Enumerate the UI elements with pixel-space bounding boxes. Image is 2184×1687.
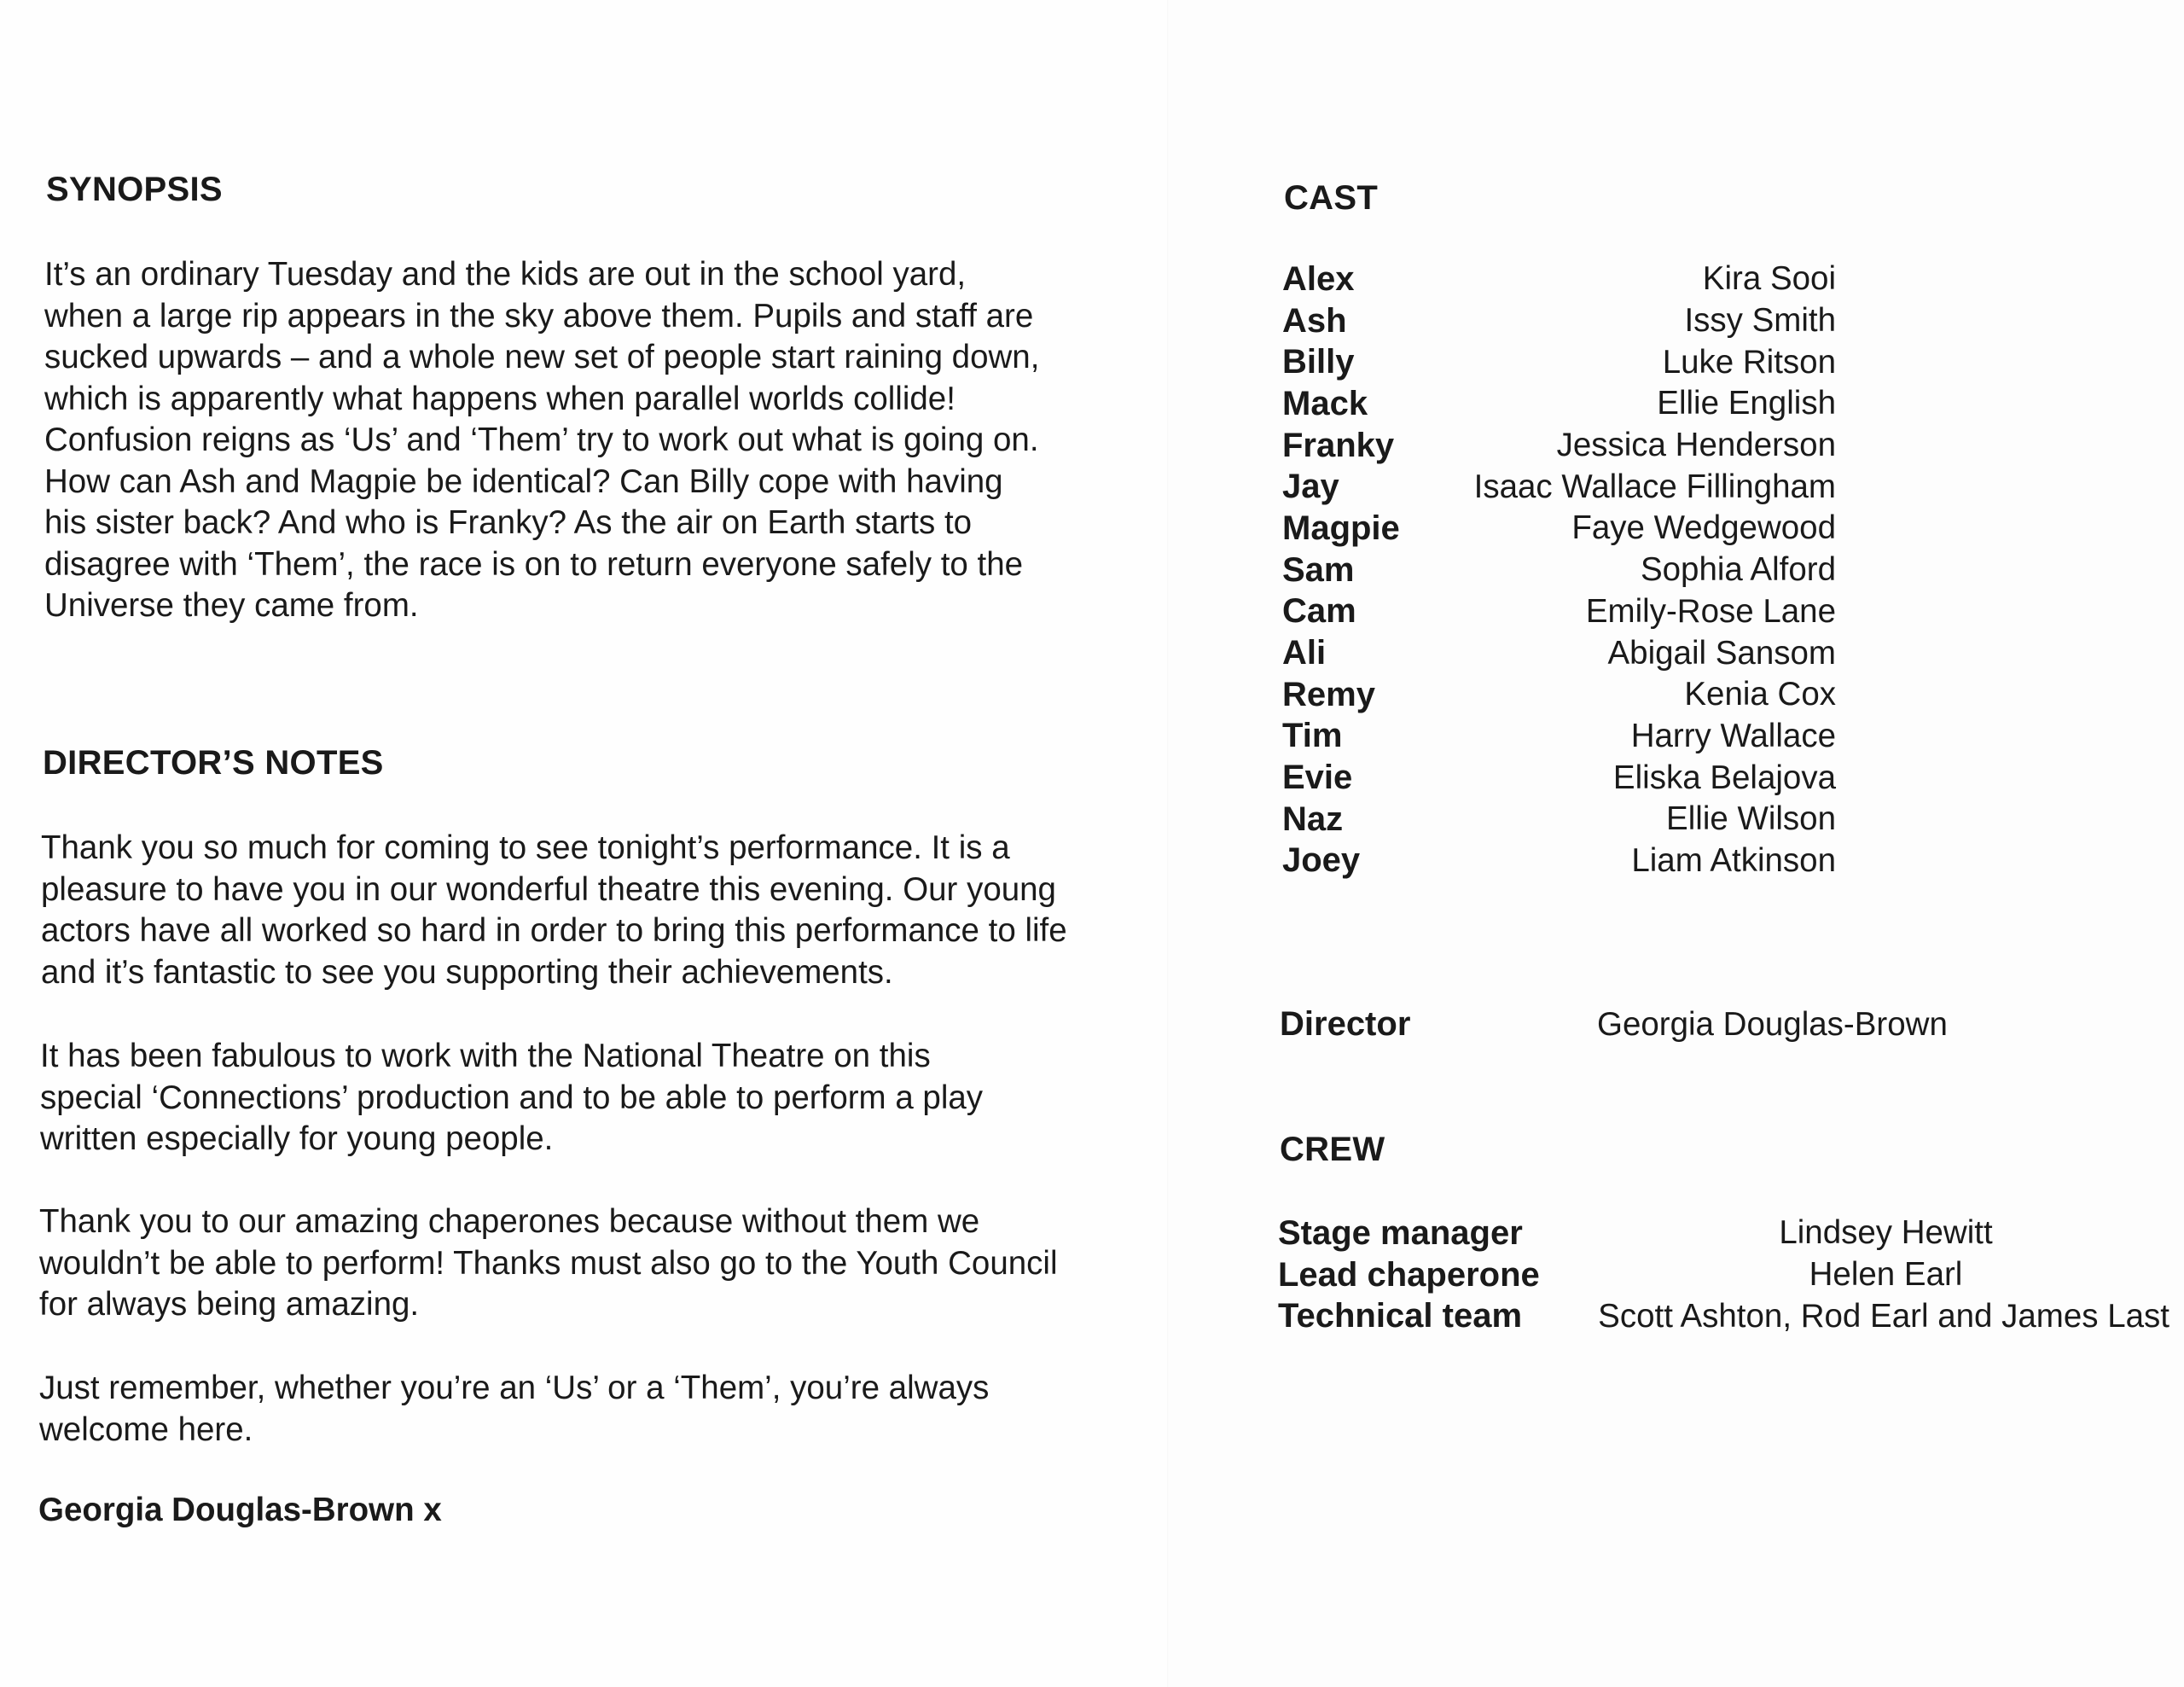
cast-actor: Kenia Cox <box>1684 676 1836 713</box>
cast-actor: Issy Smith <box>1684 302 1836 340</box>
crew-role: Technical team <box>1278 1297 1523 1335</box>
directors-notes-heading: DIRECTOR’S NOTES <box>43 744 384 782</box>
cast-row <box>1282 799 1837 841</box>
crew-name: Helen Earl <box>1809 1256 1963 1294</box>
cast-role: Mack <box>1282 384 1368 422</box>
cast-actor: Ellie Wilson <box>1666 800 1836 838</box>
cast-heading: CAST <box>1284 179 1379 217</box>
cast-role: Cam <box>1282 592 1356 631</box>
cast-row <box>1282 466 1837 508</box>
cast-actor: Sophia Alford <box>1640 551 1836 589</box>
cast-actor: Luke Ritson <box>1662 343 1836 381</box>
cast-row <box>1282 716 1837 758</box>
cast-role: Remy <box>1282 675 1375 713</box>
crew-heading: CREW <box>1280 1131 1385 1168</box>
directors-notes-paragraph-4: Just remember, whether you’re an ‘Us’ or a ‘Them’, you’re always welcome here. <box>39 1370 990 1448</box>
cast-actor: Harry Wallace <box>1630 717 1836 754</box>
cast-row <box>1282 674 1837 716</box>
cast-actor: Isaac Wallace Fillingham <box>1473 468 1836 505</box>
cast-role: Naz <box>1282 800 1344 838</box>
director-name: Georgia Douglas-Brown <box>1597 1005 1948 1043</box>
cast-role: Alex <box>1282 259 1355 298</box>
cast-row <box>1282 341 1837 383</box>
crew-list <box>1278 1213 2169 1337</box>
crew-row <box>1278 1213 2169 1254</box>
cast-role: Joey <box>1282 841 1361 880</box>
cast-row <box>1282 841 1837 882</box>
cast-role: Sam <box>1282 550 1355 589</box>
cast-actor: Liam Atkinson <box>1631 841 1836 879</box>
directors-signoff: Georgia Douglas-Brown x <box>38 1492 442 1528</box>
cast-row <box>1282 757 1837 799</box>
cast-row <box>1282 508 1837 550</box>
directors-notes-paragraph-1: Thank you so much for coming to see tonight’s performance. It is a pleasure to have you in our wonderful theatre this evening. Our young actors have all worked so hard in order to bring this performance to life and it’s fantastic to see you supporting their achievements. <box>41 829 1067 991</box>
cast-role: Tim <box>1282 717 1343 755</box>
cast-role: Jay <box>1282 468 1339 506</box>
synopsis-body: It’s an ordinary Tuesday and the kids are out in the school yard, when a large rip appears in the sky above them. Pupils and staff are sucked upwards – and a whole new set of people start raining down, which is apparently what happens when parallel worlds collide! Confusion reigns as ‘Us’ and ‘Them’ try to work out what is going on. How can Ash and Magpie be identical? Can Billy cope with having his sister back? And who is Franky? As the air on Earth starts to disagree with ‘Them’, the race is on to return everyone safely to the Universe they came from. <box>44 256 1040 624</box>
cast-row <box>1282 632 1837 674</box>
crew-name: Scott Ashton, Rod Earl and James Last <box>1598 1297 2169 1335</box>
cast-row <box>1282 259 1837 300</box>
crew-role: Lead chaperone <box>1278 1255 1540 1294</box>
cast-row <box>1282 383 1837 425</box>
cast-actor: Kira Sooi <box>1702 260 1836 298</box>
cast-role: Franky <box>1282 426 1395 464</box>
crew-name: Lindsey Hewitt <box>1779 1214 1993 1252</box>
cast-actor: Emily-Rose Lane <box>1585 592 1836 630</box>
cast-row <box>1282 425 1837 467</box>
crew-row <box>1278 1295 2169 1337</box>
cast-actor: Faye Wedgewood <box>1571 509 1836 547</box>
synopsis-heading: SYNOPSIS <box>46 171 223 208</box>
cast-role: Evie <box>1282 759 1353 797</box>
cast-row <box>1282 300 1837 342</box>
director-role: Director <box>1280 1005 1411 1043</box>
director-credit <box>1280 1005 1948 1044</box>
cast-list <box>1282 259 1837 881</box>
directors-notes-paragraph-2: It has been fabulous to work with the National Theatre on this special ‘Connections’ production and to be able to perform a play written especially for young people. <box>40 1038 984 1157</box>
cast-role: Ali <box>1282 634 1327 672</box>
cast-role: Billy <box>1282 343 1355 381</box>
cast-actor: Jessica Henderson <box>1556 427 1836 464</box>
cast-actor: Eliska Belajova <box>1612 759 1836 796</box>
cast-actor: Ellie English <box>1657 385 1836 422</box>
cast-actor: Abigail Sansom <box>1607 634 1836 672</box>
cast-role: Magpie <box>1282 509 1400 547</box>
crew-row <box>1278 1254 2169 1296</box>
crew-role: Stage manager <box>1278 1213 1523 1252</box>
cast-row <box>1282 550 1837 591</box>
directors-notes-paragraph-3: Thank you to our amazing chaperones because without them we wouldn’t be able to perform! Thanks must also go to the Youth Council for always being amazing. <box>39 1203 1058 1323</box>
cast-row <box>1282 591 1837 633</box>
cast-role: Ash <box>1282 301 1347 340</box>
